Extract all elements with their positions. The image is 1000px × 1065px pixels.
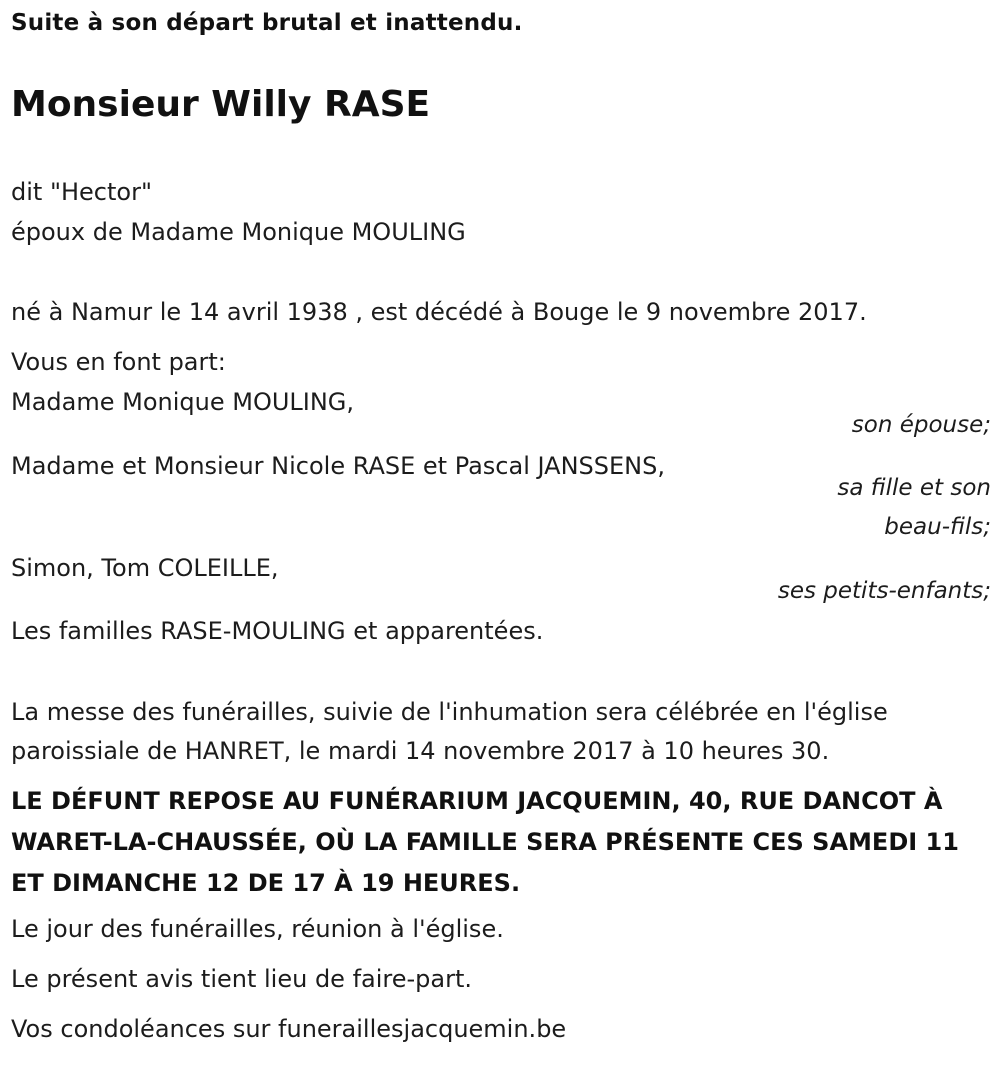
intro-text: Suite à son départ brutal et inattendu. xyxy=(11,10,523,36)
family-member-name: Madame et Monsieur Nicole RASE et Pascal JANSSENS, xyxy=(11,452,665,480)
condolences-line: Vos condoléances sur funeraillesjacquemin.be xyxy=(11,1015,567,1043)
announce-label: Vous en font part: xyxy=(11,348,226,376)
birth-death-line: né à Namur le 14 avril 1938 , est décédé à Bouge le 9 novembre 2017. xyxy=(11,298,867,326)
family-member-name: Madame Monique MOULING, xyxy=(11,388,355,416)
families-line: Les familles RASE-MOULING et apparentées. xyxy=(11,617,544,645)
mass-info: La messe des funérailles, suivie de l'inhumation sera célébrée en l'église paroissiale de HANRET, le mardi 14 novembre 2017 à 10 heures 30. xyxy=(11,698,888,765)
family-member-name: Simon, Tom COLEILLE, xyxy=(11,554,279,582)
rest-info: LE DÉFUNT REPOSE AU FUNÉRARIUM JACQUEMIN, 40, RUE DANCOT À WARET-LA-CHAUSSÉE, OÙ LA FAMILLE SERA PRÉSENTE CES SAMEDI 11 ET DIMANCHE 12 DE 17 À 19 HEURES. xyxy=(11,787,959,897)
family-member-role: sa fille et son xyxy=(837,475,991,501)
spouse-line: époux de Madame Monique MOULING xyxy=(11,218,466,246)
meeting-info: Le jour des funérailles, réunion à l'église. xyxy=(11,915,504,943)
family-member-role: son épouse; xyxy=(851,412,991,438)
nickname: dit "Hector" xyxy=(11,178,152,206)
notice-info: Le présent avis tient lieu de faire-part. xyxy=(11,965,473,993)
deceased-name: Monsieur Willy RASE xyxy=(11,84,431,125)
family-member-role: ses petits-enfants; xyxy=(777,578,991,604)
family-member-role: beau-fils; xyxy=(884,514,991,540)
